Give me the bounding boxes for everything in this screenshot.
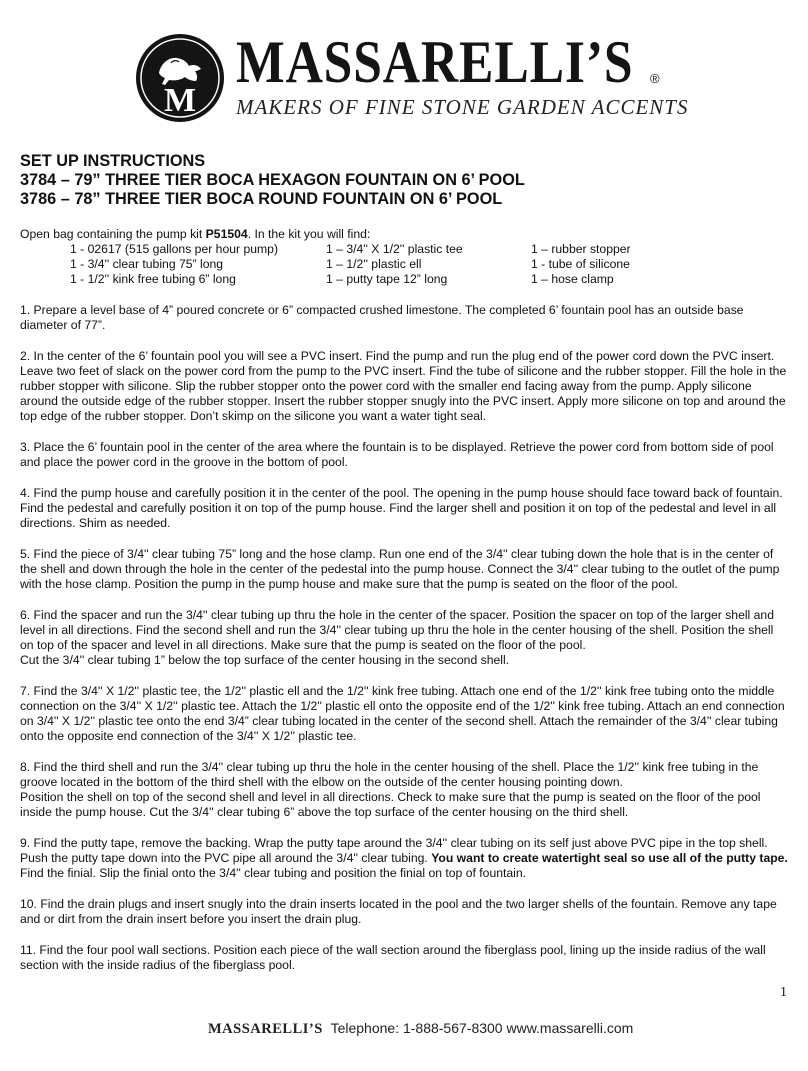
kit-item: 1 - tube of silicone <box>531 257 630 271</box>
step-1: 1. Prepare a level base of 4” poured concrete or 6” compacted crushed limestone. The completed 6’ fountain pool has an outside base diameter of 77”. <box>20 303 744 332</box>
kit-item: 1 - 02617 (515 gallons per hour pump) <box>70 242 278 256</box>
footer <box>208 1020 633 1038</box>
brand-name: MASSARELLI’S <box>236 29 634 95</box>
kit-item: 1 – putty tape 12” long <box>326 272 448 286</box>
step-2: 2. In the center of the 6’ fountain pool you will see a PVC insert. Find the pump and run the plug end of the power cord down the PVC insert. Leave two feet of slack on the power cord from the pump to the PVC insert. Find the tube of silicone and the rubber stopper. Fill the hole in the rubber stopper with silicone. Slip the rubber stopper onto the power cord with the smaller end facing away from the pump. Apply silicone around the outside edge of the rubber stopper. Insert the rubber stopper snugly into the PVC insert. Apply more silicone on top and around the top edge of the rubber stopper. Don’t skimp on the silicone you want a water tight seal. <box>20 349 787 423</box>
intro-paragraph: Open bag containing the pump kit P51504. In the kit you will find: <box>20 227 371 241</box>
title-3784: 3784 – 79” THREE TIER BOCA HEXAGON FOUNTAIN ON 6’ POOL <box>20 171 525 189</box>
footer-contact: Telephone: 1-888-567-8300 www.massarelli.com <box>330 1020 634 1036</box>
step-10: 10. Find the drain plugs and insert snugly into the drain inserts located in the pool and the two larger shells of the fountain. Remove any tape and or dirt from the drain insert before you insert the drain plug. <box>20 897 777 926</box>
step-11: 11. Find the four pool wall sections. Position each piece of the wall section around the fiberglass pool, lining up the inside radius of the wall section with the inside radius of the fiberglass pool. <box>20 943 766 972</box>
step-4: 4. Find the pump house and carefully position it in the center of the pool. The opening in the pump house should face toward back of fountain. Find the pedestal and carefully position it on top of the pump house. Find the larger shell and position it on top of the pedestal and level in all directions. Shim as needed. <box>20 486 783 530</box>
kit-code: P51504 <box>205 227 248 241</box>
step-6: 6. Find the spacer and run the 3/4'' clear tubing up thru the hole in the center of the spacer. Position the spacer on top of the larger shell and level in all directions. Find the second shell and run the 3/4'' clear tubing up thru the hole in the center housing of the shell. Position the shell on top of the spacer and level in all directions. Make sure that the pump is seated on the floor of the pool. Cut the 3/4'' clear tubing 1” below the top surface of the center housing in the second shell. <box>20 608 774 667</box>
step-9: 9. Find the putty tape, remove the backing. Wrap the putty tape around the 3/4'' clear tubing on its self just above PVC pipe in the top shell. Push the putty tape down into the PVC pipe all around the 3/4'' clear tubing. You want to create watertight seal so use all of the putty tape. Find the finial. Slip the finial onto the 3/4'' clear tubing and position the finial on top of fountain. <box>20 836 788 880</box>
instructions-body <box>20 227 790 973</box>
brand-tagline: MAKERS OF FINE STONE GARDEN ACCENTS <box>236 95 689 119</box>
footer-brand: MASSARELLI’S <box>208 1021 323 1037</box>
title-setup: SET UP INSTRUCTIONS <box>20 152 206 170</box>
title-3786: 3786 – 78” THREE TIER BOCA ROUND FOUNTAIN ON 6’ POOL <box>20 190 503 208</box>
kit-item: 1 - 1/2'' kink free tubing 6” long <box>70 272 236 286</box>
step-8: 8. Find the third shell and run the 3/4'' clear tubing up thru the hole in the center housing of the shell. Place the 1/2'' kink free tubing in the groove located in the bottom of the third shell with the elbow on the outside of the center housing pointing down. Position the shell on top of the second shell and level in all directions. Check to make sure that the pump is seated on the floor of the pool inside the pump house. Cut the 3/4'' clear tubing 6” above the top surface of the center housing on the third shell. <box>20 760 761 819</box>
page-number: 1 <box>780 985 787 1000</box>
kit-item: 1 – rubber stopper <box>531 242 631 256</box>
kit-item: 1 – 3/4'' X 1/2'' plastic tee <box>326 242 463 256</box>
kit-item: 1 - 3/4'' clear tubing 75” long <box>70 257 224 271</box>
document-titles <box>20 152 525 209</box>
registered-mark: ® <box>650 71 660 86</box>
step-9-emphasis: You want to create watertight seal so use all of the putty tape. <box>431 851 788 865</box>
svg-text:M: M <box>163 82 197 119</box>
kit-item-list <box>70 242 790 287</box>
kit-item: 1 – hose clamp <box>531 272 614 286</box>
kit-item: 1 – 1/2'' plastic ell <box>326 257 422 271</box>
step-7: 7. Find the 3/4'' X 1/2'' plastic tee, the 1/2'' plastic ell and the 1/2'' kink free tubing. Attach one end of the 1/2'' kink free tubing onto the middle connection on the 3/4'' X 1/2'' plastic tee. Attach the 1/2'' plastic ell onto the opposite end of the 1/2'' kink free tubing. Attach an end connection on 3/4'' X 1/2'' plastic tee onto the end 3/4” clear tubing located in the center of the second shell. Attach the remainder of the 3/4'' clear tubing onto the opposite end connection of the 3/4'' X 1/2'' plastic tee. <box>20 684 785 743</box>
step-5: 5. Find the piece of 3/4'' clear tubing 75” long and the hose clamp. Run one end of the 3/4'' clear tubing down the hole that is in the center of the shell and down through the hole in the center of the pedestal into the pump house. Connect the 3/4'' clear tubing to the outlet of the pump with the hose clamp. Position the pump in the pump house and make sure that the pump is seated on the floor of the pool. <box>20 547 780 591</box>
step-3: 3. Place the 6’ fountain pool in the center of the area where the fountain is to be displayed. Retrieve the power cord from bottom side of pool and place the power cord in the groove in the bottom of pool. <box>20 440 774 469</box>
lion-logo-icon <box>135 33 225 123</box>
